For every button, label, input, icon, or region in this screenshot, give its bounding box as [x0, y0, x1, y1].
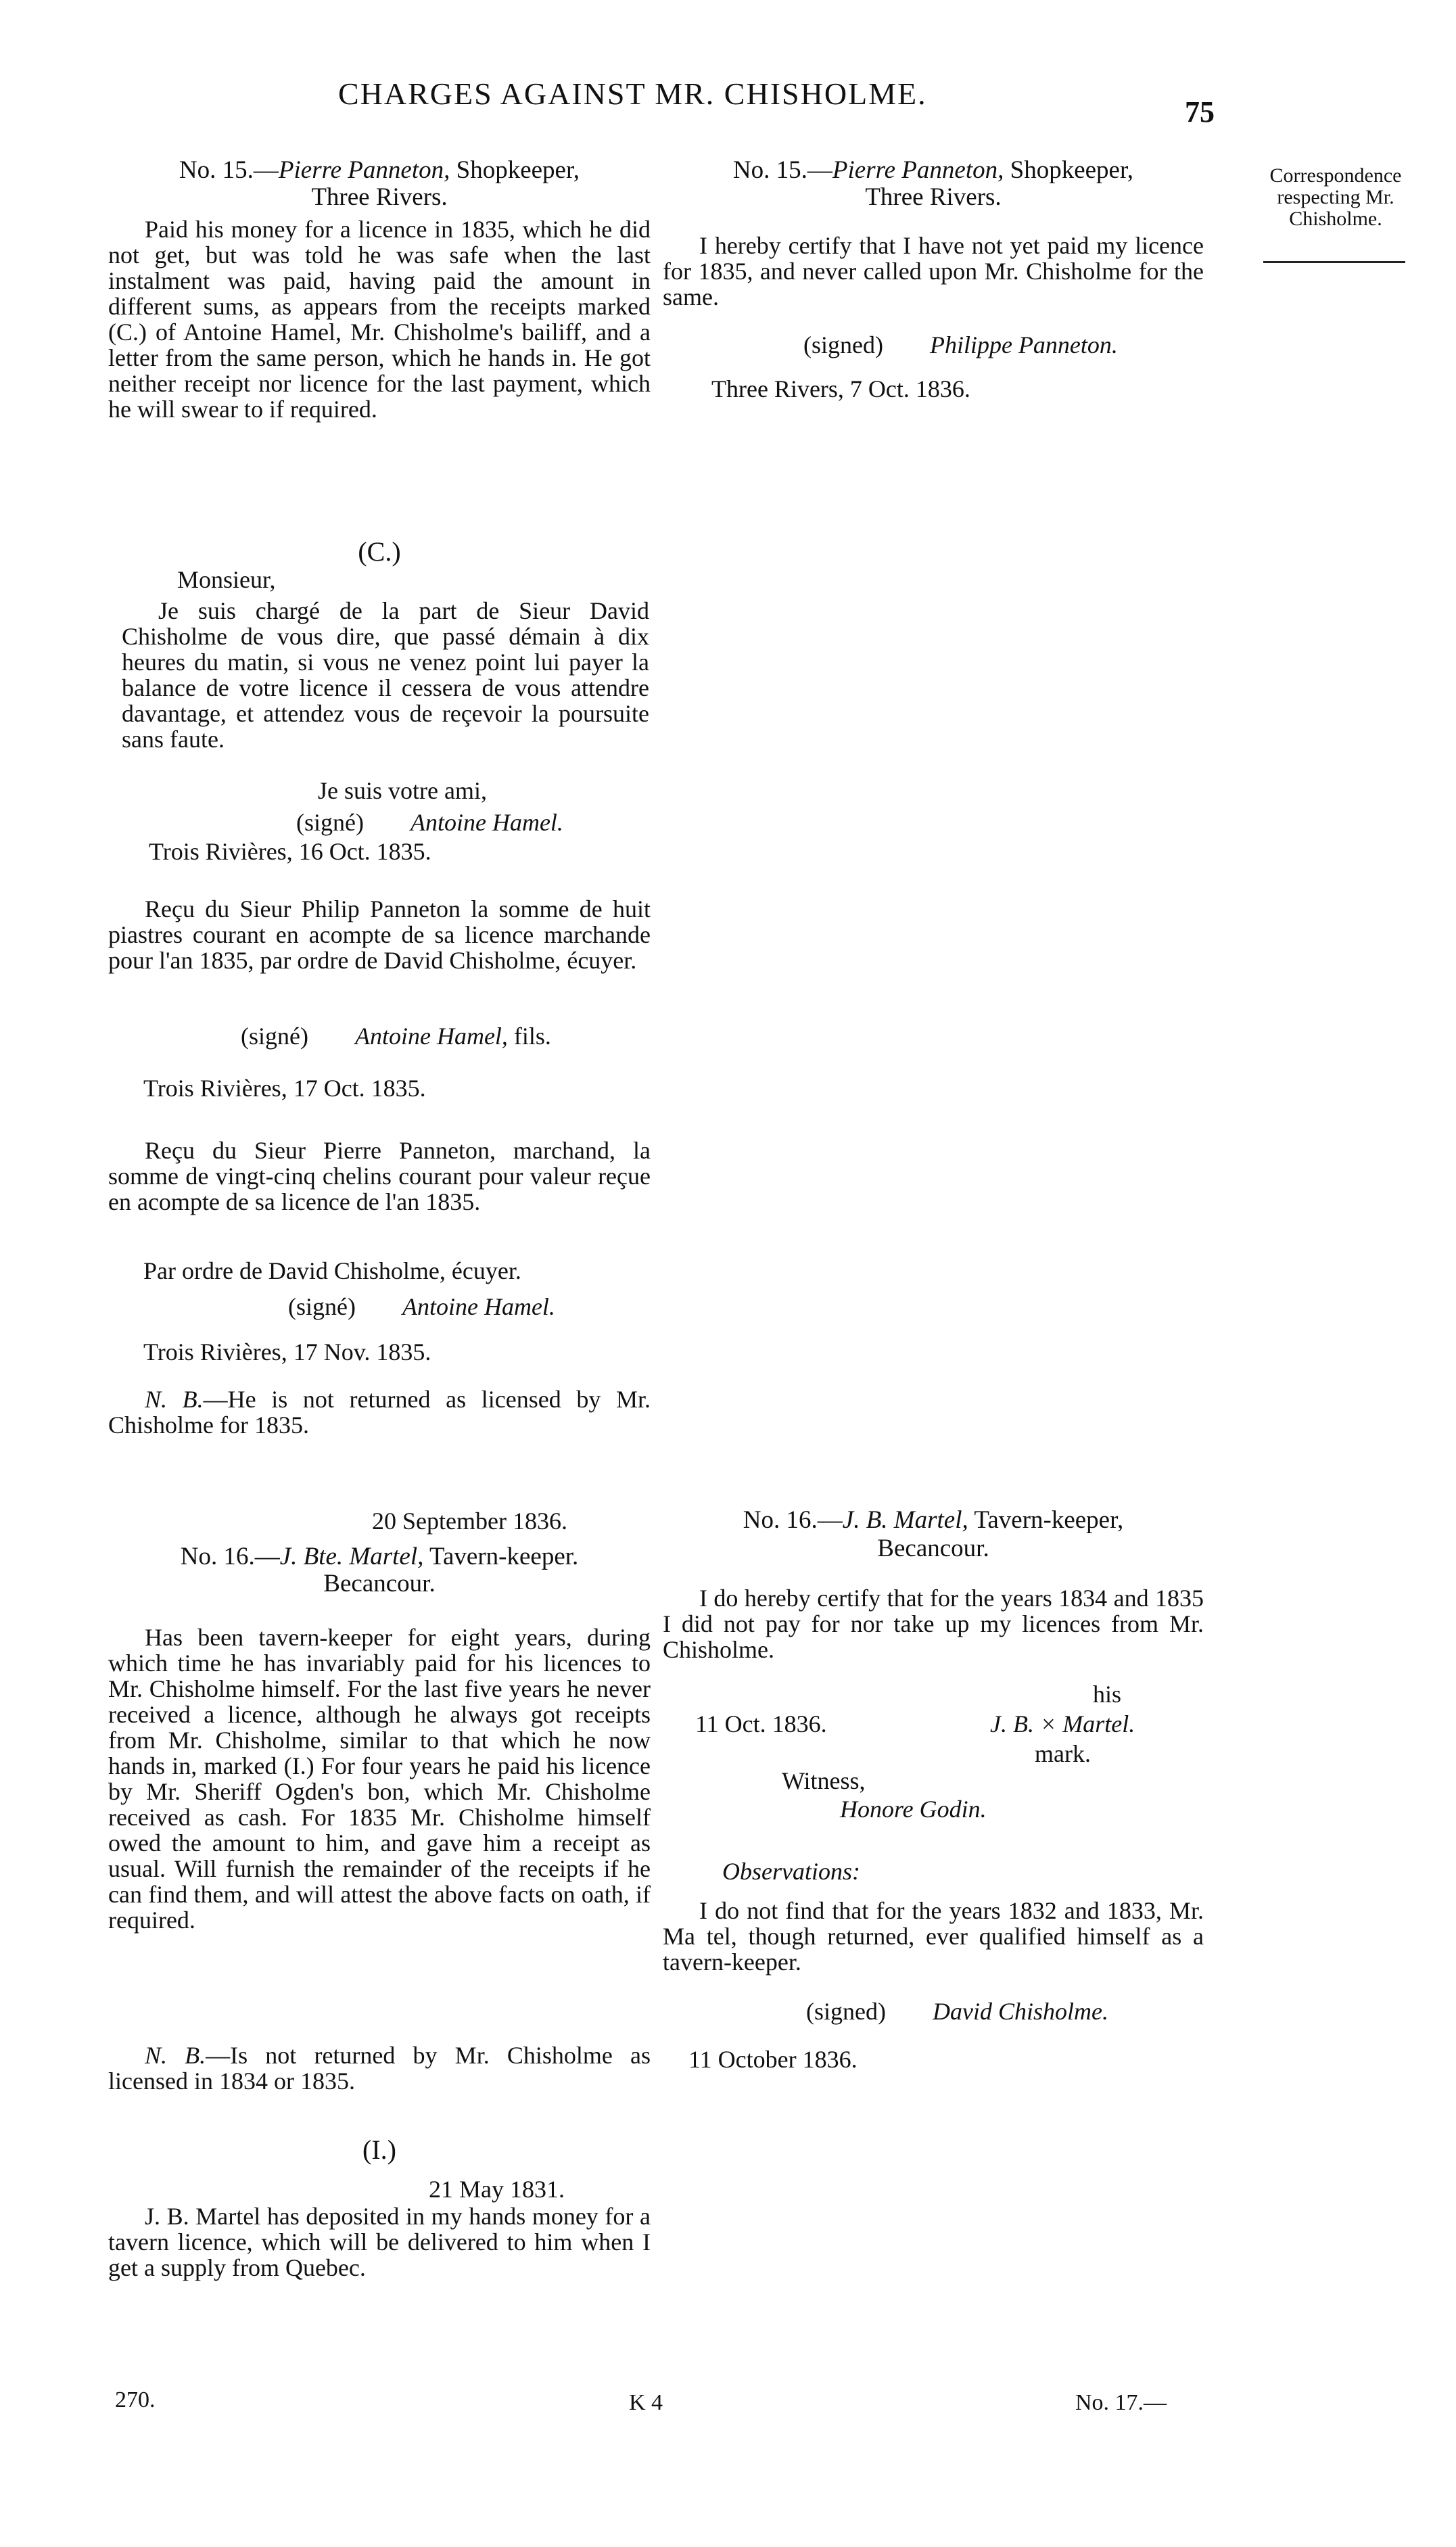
mark-his: his: [1093, 1681, 1122, 1708]
left-no16-body: Has been tavern-keeper for eight years, during which time he has invariably paid for his licences to Mr. Chisholme himself. For the last five years he never received a licence, although he always got receipts from Mr. Chisholme, similar to that which he now hands in, marked (I.) For four years he paid his licence by Mr. Sheriff Ogden's bon, which Mr. Chisholme received as cash. For 1835 Mr. Chisholme himself owed the amount to him, and gave him a receipt as usual. Will furnish the remainder of the receipts if he can find them, and will attest the above facts on oath, if required.: [108, 1624, 651, 1934]
right-no16-place: Becancour.: [877, 1535, 989, 1562]
receipt1-signed: (signé): [241, 1023, 308, 1050]
right-no16-number: No. 16.—: [743, 1506, 843, 1534]
receipt-i-body: J. B. Martel has deposited in my hands money for a tavern licence, which will be delivered to him when I get a supply from Quebec.: [108, 2203, 651, 2281]
left-no16-person: J. Bte. Martel,: [279, 1543, 424, 1570]
right-no15-heading: [663, 157, 1204, 184]
right-no15-date: Three Rivers, 7 Oct. 1836.: [711, 375, 970, 402]
receipt2-order: Par ordre de David Chisholme, écuyer.: [143, 1257, 521, 1284]
left-no16-place: Becancour.: [323, 1570, 436, 1597]
running-title: CHARGES AGAINST MR. CHISHOLME.: [338, 76, 927, 111]
witness-label: Witness,: [782, 1767, 866, 1794]
observations-body: I do not find that for the years 1832 and 1833, Mr. Ma tel, though returned, ever qualified himself as a tavern-keeper.: [663, 1897, 1204, 1976]
receipt2-signed: (signé): [288, 1293, 356, 1320]
nb2-label: N. B.: [145, 2042, 206, 2069]
left-no15-body: Paid his money for a licence in 1835, which he did not get, but was told he was safe when the last instalment was paid, having paid the amount in different sums, as appears from the receipts marked (C.) of Antoine Hamel, Mr. Chisholme's bailiff, and a letter from the same person, which he hands in. He got neither receipt nor licence for the last payment, which he will swear to if required.: [108, 216, 651, 423]
footer-catchword: No. 17.—: [1075, 2390, 1167, 2415]
mark-name: J. B. × Martel.: [990, 1710, 1135, 1737]
letter-c-date: Trois Rivières, 16 Oct. 1835.: [149, 838, 431, 865]
nb1-label: N. B.: [145, 1386, 204, 1413]
right-no15-place: Three Rivers.: [865, 183, 1002, 211]
receipt2-signature: [288, 1293, 555, 1320]
letter-c-salutation: Monsieur,: [177, 566, 276, 593]
letter-c-closing: Je suis votre ami,: [318, 777, 487, 804]
right-no15-person: Pierre Panneton,: [832, 156, 1004, 184]
receipt1-signature: [241, 1023, 551, 1050]
footer-signature-mark: K 4: [629, 2390, 663, 2415]
right-no16-body: I do hereby certify that for the years 1834 and 1835 I did not pay for nor take up my licences from Mr. Chisholme.: [663, 1585, 1204, 1663]
right-no15-signature: [803, 331, 1118, 358]
margin-note: Correspondence respecting Mr. Chisholme.: [1269, 164, 1402, 230]
right-no15-signer: Philippe Panneton.: [929, 331, 1118, 358]
receipt2-body: Reçu du Sieur Pierre Panneton, marchand, la somme de vingt-cinq chelins courant pour valeur reçue en acompte de sa licence de l'an 1835.: [108, 1137, 651, 1215]
right-no15-number: No. 15.—: [732, 156, 832, 184]
left-no16-number: No. 16.—: [180, 1543, 280, 1570]
witness-name: Honore Godin.: [840, 1796, 987, 1823]
observations-date: 11 October 1836.: [688, 2046, 858, 2073]
receipt2-signer: Antoine Hamel.: [402, 1293, 555, 1320]
left-no15-place: Three Rivers.: [311, 183, 448, 211]
observations-signature: [806, 1998, 1108, 2025]
nb1-text: —He is not returned as licensed by Mr. Chisholme for 1835.: [108, 1386, 651, 1439]
left-no15-heading: [108, 157, 651, 184]
right-no15-body: I hereby certify that I have not yet paid my licence for 1835, and never called upon Mr. Chisholme for the same.: [663, 232, 1204, 310]
receipt1-body: Reçu du Sieur Philip Panneton la somme de huit piastres courant en acompte de sa licence marchande pour l'an 1835, par ordre de David Chisholme, écuyer.: [108, 895, 651, 974]
right-no16-person: J. B. Martel,: [842, 1506, 968, 1534]
observations-signed: (signed): [806, 1998, 886, 2025]
footer-left: 270.: [115, 2387, 156, 2412]
mark-label: mark.: [1035, 1740, 1091, 1767]
nb2-text: —Is not returned by Mr. Chisholme as licensed in 1834 or 1835.: [108, 2042, 651, 2095]
right-no15-trade: Shopkeeper,: [1004, 156, 1134, 184]
letter-c-signature: [296, 809, 563, 836]
nb2-note: [108, 2042, 651, 2094]
receipt1-date: Trois Rivières, 17 Oct. 1835.: [143, 1075, 426, 1102]
receipt1-signer-suffix: fils.: [507, 1023, 551, 1050]
left-no16-heading: [108, 1543, 651, 1570]
nb1-note: [108, 1386, 651, 1438]
observations-heading: Observations:: [722, 1858, 860, 1885]
letter-c-signer: Antoine Hamel.: [410, 809, 563, 836]
margin-rule: [1263, 261, 1405, 263]
left-no15-person: Pierre Panneton,: [278, 156, 450, 184]
left-no16-trade: Tavern-keeper.: [423, 1543, 579, 1570]
page-number: 75: [1185, 95, 1215, 128]
right-no16-heading: [663, 1507, 1204, 1534]
right-no16-trade: Tavern-keeper,: [968, 1506, 1124, 1534]
letter-c-label: (C.): [358, 536, 401, 567]
receipt1-signer: Antoine Hamel,: [354, 1023, 508, 1050]
left-no15-trade: Shopkeeper,: [450, 156, 580, 184]
letter-c-signed: (signé): [296, 809, 364, 836]
observations-signer: David Chisholme.: [932, 1998, 1108, 2025]
left-no15-number: No. 15.—: [179, 156, 279, 184]
right-no16-date: 11 Oct. 1836.: [695, 1710, 827, 1737]
letter-c-body: Je suis chargé de la part de Sieur David Chisholme de vous dire, que passé démain à dix heures du matin, si vous ne venez point lui payer la balance de votre licence il cessera de vous attendre davantage, et attendez vous de reçevoir la poursuite sans faute.: [122, 597, 649, 753]
right-no15-signed: (signed): [803, 331, 883, 358]
receipt2-date: Trois Rivières, 17 Nov. 1835.: [143, 1338, 431, 1365]
receipt-i-label: (I.): [362, 2134, 396, 2165]
date-september: 20 September 1836.: [372, 1508, 567, 1535]
receipt-i-date: 21 May 1831.: [429, 2176, 565, 2203]
